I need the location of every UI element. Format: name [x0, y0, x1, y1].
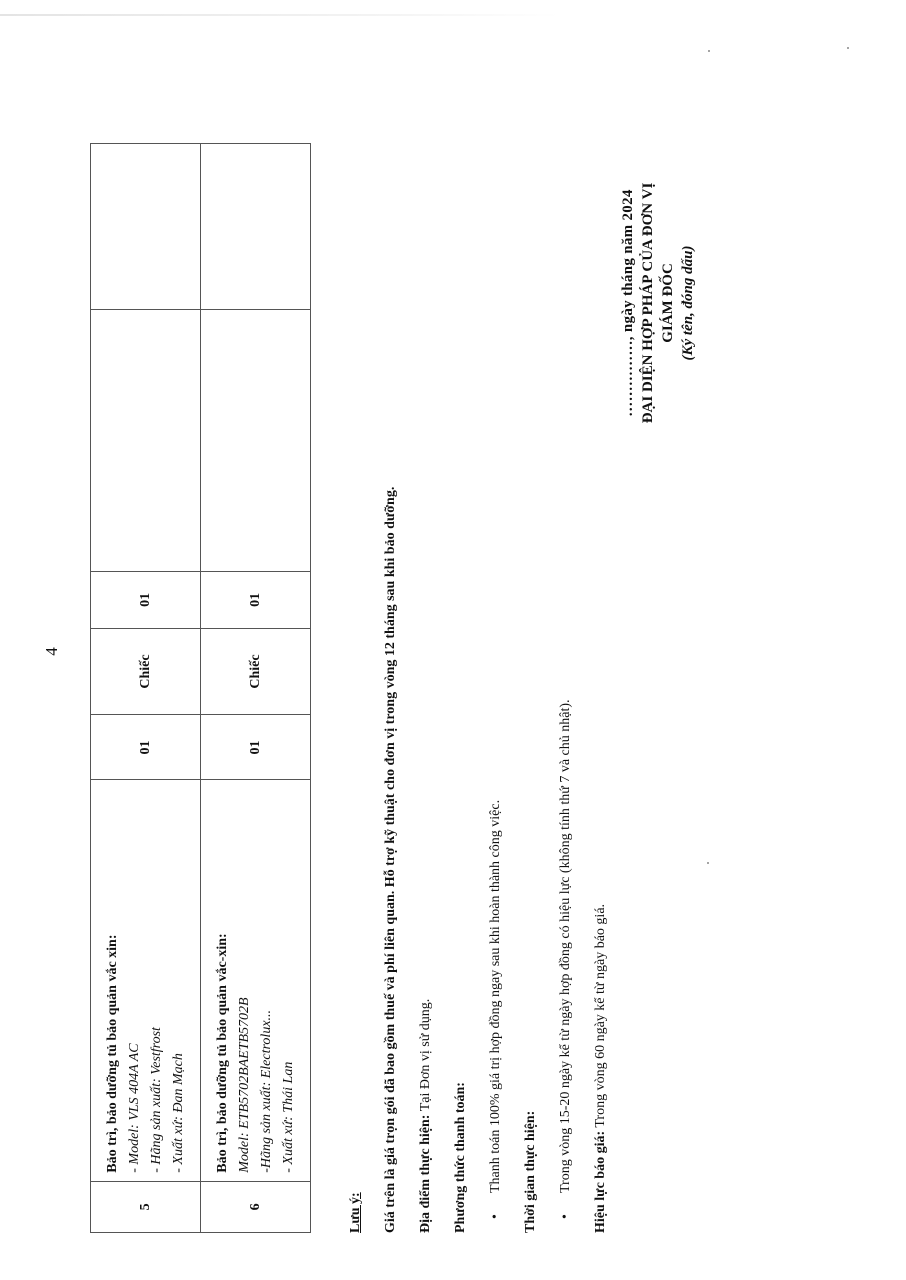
row-number: 6: [201, 1181, 311, 1232]
item-quantity: 01: [91, 715, 201, 780]
item-unit-price: [201, 310, 311, 572]
location-label: Địa điểm thực hiện:: [418, 1114, 433, 1233]
table-row: [201, 144, 311, 1233]
item-spec: Model: ETB5702BAETB5702B: [236, 997, 252, 1173]
notes-heading: Lưu ý:: [348, 1192, 363, 1233]
rotated-document-body: [90, 133, 850, 1233]
items-table: [90, 143, 311, 1233]
item-count: 01: [91, 572, 201, 628]
time-label: Thời gian thực hiện:: [523, 1110, 538, 1233]
item-title: Bảo trì, bảo dưỡng tủ bảo quản vắc xin:: [104, 934, 120, 1173]
price-note: Giá trên là giá trọn gói đã bao gồm thuế và phí liên quan. Hỗ trợ kỹ thuật cho đơn vị trong vòng 12 tháng sau khi bảo dưỡng.: [383, 486, 398, 1233]
time-text: Trong vòng 15-20 ngày kể từ ngày hợp đồng có hiệu lực (không tính thứ 7 và chủ nhật).: [558, 699, 573, 1193]
validity-label: Hiệu lực báo giá:: [593, 1130, 608, 1233]
row-number: 5: [91, 1181, 201, 1232]
signature-title: ĐẠI DIỆN HỢP PHÁP CỦA ĐƠN VỊ: [640, 182, 656, 424]
bullet-icon: •: [488, 1214, 503, 1219]
location-value: Tại Đơn vị sử dụng.: [418, 998, 433, 1115]
item-description: [91, 780, 201, 1181]
location-line: [408, 143, 443, 1233]
item-title: Bảo trì, bảo dưỡng tủ bảo quản vắc-xin:: [214, 933, 230, 1173]
table-row: [91, 144, 201, 1233]
validity-line: [583, 143, 618, 1233]
payment-bullet: [478, 143, 513, 1233]
item-spec: - Hãng sản xuất: Vestfrost: [148, 1027, 164, 1173]
payment-label: Phương thức thanh toán:: [453, 1082, 468, 1233]
validity-value: Trong vòng 60 ngày kể từ ngày báo giá.: [593, 903, 608, 1131]
notes-section: [338, 143, 618, 1233]
item-unit: Chiếc: [201, 628, 311, 715]
item-total: [91, 144, 201, 310]
item-unit-price: [91, 310, 201, 572]
item-count: 01: [201, 572, 311, 628]
item-quantity: 01: [201, 715, 311, 780]
item-unit: Chiếc: [91, 628, 201, 715]
item-spec: - Model: VLS 404A AC: [126, 1043, 142, 1173]
item-spec: - Xuất xứ: Thái Lan: [280, 1061, 296, 1173]
signature-block: [618, 153, 698, 453]
item-description: [201, 780, 311, 1181]
time-bullet: [548, 143, 583, 1233]
scan-speck: [708, 50, 710, 52]
page-number: 4: [41, 647, 61, 656]
signature-note: (Ký tên, đóng dấu): [680, 245, 696, 361]
scan-edge-line: [0, 14, 560, 16]
item-total: [201, 144, 311, 310]
scan-speck: [847, 47, 849, 49]
item-spec: -Hãng sản xuất: Electrolux...: [258, 1009, 274, 1173]
payment-text: Thanh toán 100% giá trị hợp đồng ngay sau khi hoàn thành công việc.: [488, 799, 503, 1193]
bullet-icon: •: [558, 1214, 573, 1219]
signature-date-line: ……………, ngày tháng năm 2024: [620, 189, 636, 417]
signature-position: GIÁM ĐỐC: [660, 263, 676, 343]
item-spec: - Xuất xứ: Đan Mạch: [170, 1053, 186, 1173]
